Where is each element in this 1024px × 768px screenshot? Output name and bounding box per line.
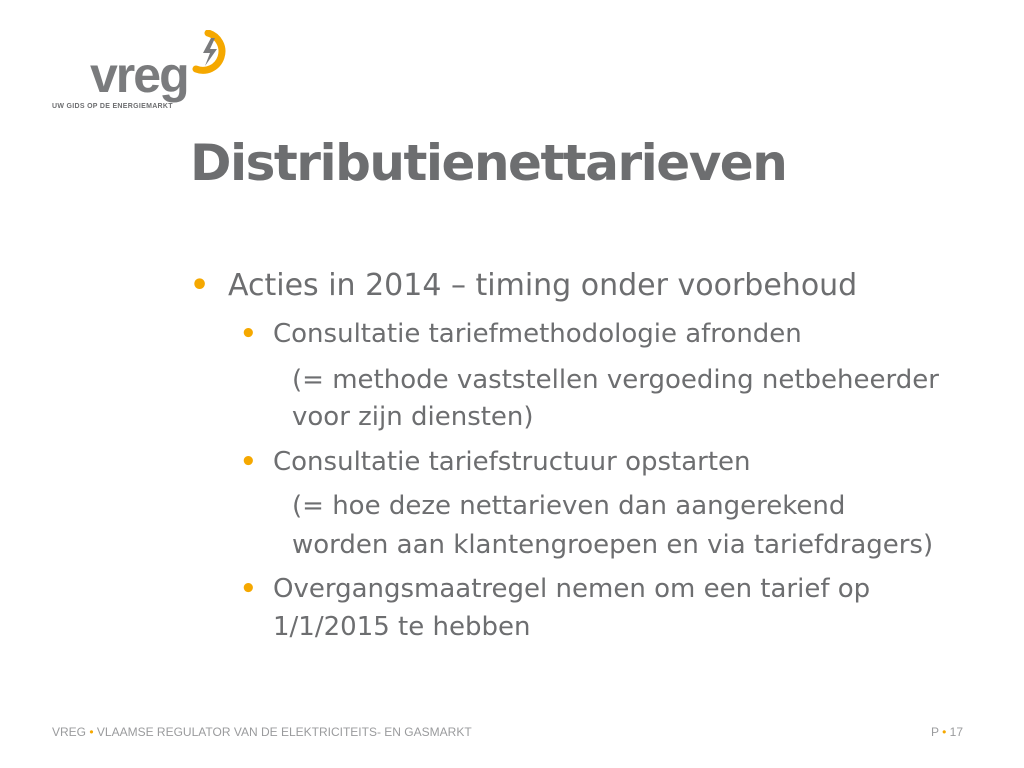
- slide-title: Distributienettarieven: [190, 134, 787, 192]
- page-prefix: P: [930, 725, 939, 739]
- bullet-marker: •: [190, 268, 210, 303]
- page-separator-dot: •: [942, 725, 947, 739]
- logo-tagline: UW GIDS OP DE ENERGIEMARKT: [52, 103, 173, 110]
- footer-separator-dot: •: [89, 725, 94, 739]
- sub-bullet-transition-cont: 1/1/2015 te hebben: [273, 612, 531, 642]
- sub-bullet-structure: Consultatie tariefstructuur opstarten: [273, 447, 751, 477]
- sub-bullet-note: (= methode vaststellen vergoeding netbeheerder: [292, 365, 939, 395]
- sub-bullet-note: voor zijn diensten): [292, 402, 534, 432]
- lightning-bolt-icon: [190, 30, 232, 74]
- footer-org-short: VREG: [52, 725, 87, 739]
- page-number: [931, 725, 963, 739]
- sub-bullet-methodology: Consultatie tariefmethodologie afronden: [273, 319, 802, 349]
- bullet-marker: •: [240, 447, 257, 477]
- footer-organization: [52, 725, 472, 739]
- sub-bullet-note: (= hoe deze nettarieven dan aangerekend: [292, 491, 846, 521]
- sub-bullet-transition: Overgangsmaatregel nemen om een tarief op: [273, 574, 871, 604]
- footer-org-full: VLAAMSE REGULATOR VAN DE ELEKTRICITEITS- EN GASMARKT: [96, 725, 472, 739]
- page-number-value: 17: [949, 725, 963, 739]
- bullet-marker: •: [240, 319, 257, 349]
- logo-wordmark: vreg: [90, 47, 188, 103]
- vreg-logo: [50, 30, 250, 120]
- bullet-marker: •: [240, 574, 257, 604]
- sub-bullet-note: worden aan klantengroepen en via tariefdragers): [292, 530, 934, 560]
- bullet-main: Acties in 2014 – timing onder voorbehoud: [228, 268, 858, 303]
